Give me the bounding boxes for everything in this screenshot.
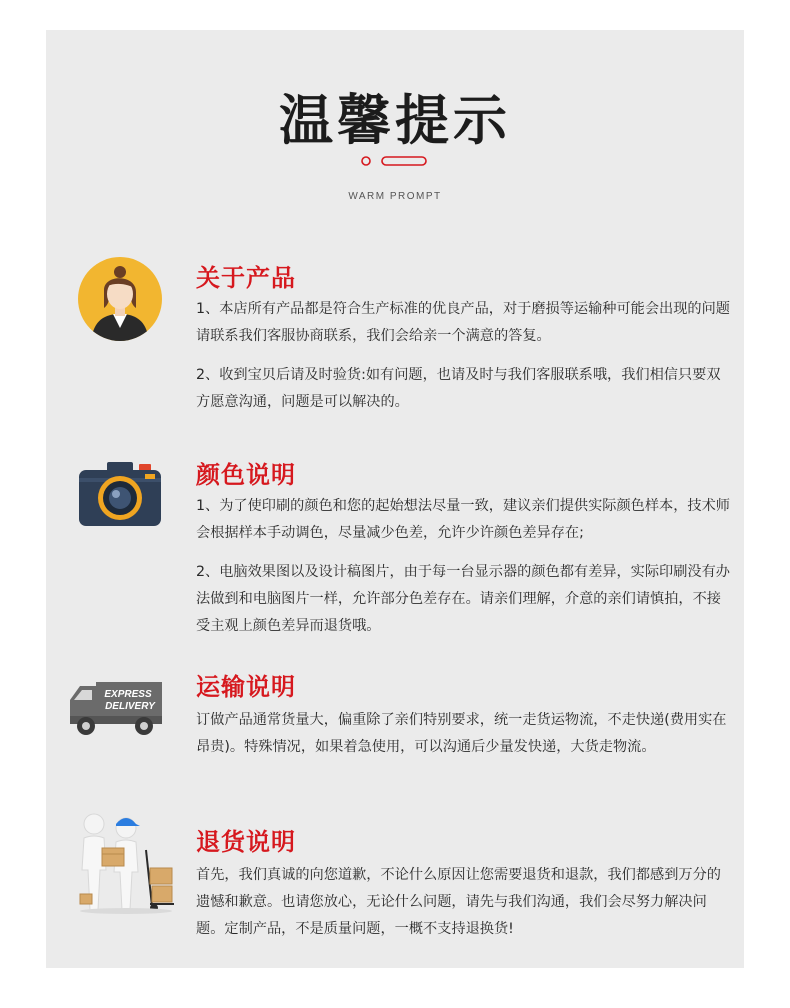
- page-subtitle: WARM PROMPT: [348, 191, 442, 202]
- section-shipping-paragraph-1: 订做产品通常货量大，偏重除了亲们特别要求，统一走货运物流，不走快递(费用实在昂贵)。特殊情况，如果着急使用，可以沟通后少量发快递，大货走物流。: [196, 712, 727, 755]
- section-product-paragraph-2: 2、收到宝贝后请及时验货:如有问题，也请及时与我们客服联系哦，我们相信只要双方愿意沟通，问题是可以解决的。: [196, 367, 721, 410]
- section-title-product: 关于产品: [196, 264, 296, 292]
- truck-label-delivery: DELIVERY: [105, 701, 155, 712]
- section-title-returns: 退货说明: [196, 828, 296, 856]
- express-delivery-truck-icon: [66, 678, 166, 738]
- page-title: 温馨提示: [279, 89, 511, 152]
- title-divider-decoration: [360, 154, 430, 168]
- truck-label-express: EXPRESS: [104, 689, 152, 700]
- return-delivery-figures-icon: [74, 810, 180, 914]
- section-title-shipping: 运输说明: [196, 673, 296, 701]
- camera-icon: [77, 460, 163, 528]
- section-color-paragraph-2: 2、电脑效果图以及设计稿图片，由于每一台显示器的颜色都有差异，实际印刷没有办法做到和电脑图片一样，允许部分色差存在。请亲们理解，介意的亲们请慎拍，不接受主观上颜色差异而退货哦。: [196, 564, 730, 634]
- section-returns-paragraph-1: 首先，我们真诚的向您道歉，不论什么原因让您需要退货和退款，我们都感到万分的遗憾和歉意。也请您放心，无论什么问题，请先与我们沟通，我们会尽努力解决问题。定制产品，不是质量问题，一概不支持退换货!: [196, 867, 721, 937]
- section-product-paragraph-1: 1、本店所有产品都是符合生产标准的优良产品，对于磨损等运输种可能会出现的问题请联系我们客服协商联系，我们会给亲一个满意的答复。: [196, 301, 730, 344]
- section-title-color: 颜色说明: [196, 461, 296, 489]
- section-color-paragraph-1: 1、为了使印刷的颜色和您的起始想法尽量一致，建议亲们提供实际颜色样本，技术师会根据样本手动调色，尽量减少色差，允许少许颜色差异存在;: [196, 498, 730, 541]
- customer-service-avatar-icon: [77, 256, 163, 342]
